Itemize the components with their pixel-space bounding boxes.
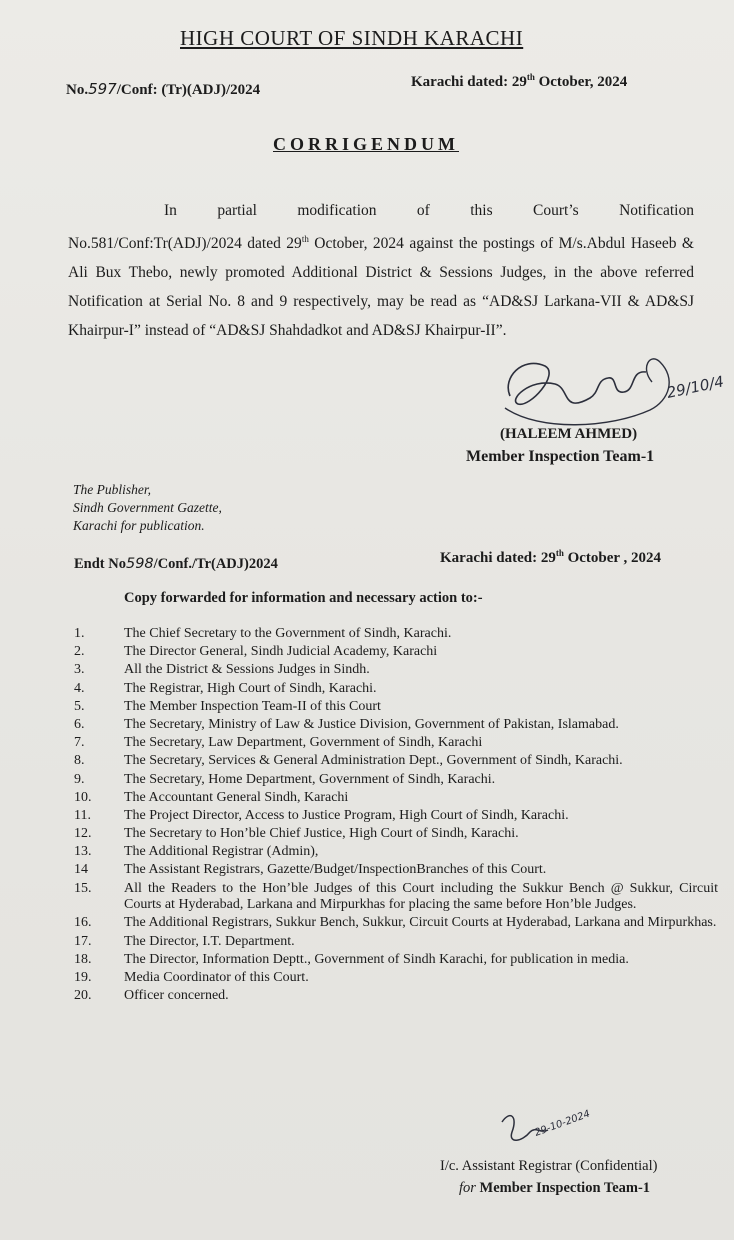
- handwritten-endorsement-number: 598: [125, 556, 154, 572]
- list-item: 14 The Assistant Registrars, Gazette/Budget/InspectionBranches of this Court.: [74, 862, 547, 878]
- svg-text:29/10/4: 29/10/4: [665, 372, 726, 402]
- assistant-registrar-for: for Member Inspection Team-1: [459, 1180, 651, 1196]
- endorsement-date: Karachi dated: 29th October , 2024: [440, 548, 662, 566]
- list-item: 5. The Member Inspection Team-II of this Court: [74, 698, 381, 714]
- recipient-list: [74, 626, 718, 1006]
- issue-date: Karachi dated: 29th October, 2024: [411, 72, 628, 90]
- signatory-name: (HALEEM AHMED): [500, 426, 638, 442]
- list-item: 1. The Chief Secretary to the Government of Sindh, Karachi.: [74, 626, 452, 641]
- corrigendum-body: In partial modification of this Court’s Notification No.581/Conf:Tr(ADJ)/2024 dated 29th October, 2024 against the postings of M/s.Abdul Haseeb & Ali Bux Thebo, newly promoted Additional District & Sessions Judges, in the above referred Notification at Serial No. 8 and 9 respectively, may be read as “AD&SJ Larkana-VII & AD&SJ Khairpur-I” instead of “AD&SJ Shahdadkot and AD&SJ Khairpur-II”.: [68, 202, 694, 340]
- handwritten-ref-number: 597: [88, 80, 117, 98]
- list-item: 11. The Project Director, Access to Justice Program, High Court of Sindh, Karachi.: [74, 807, 569, 823]
- signatory-designation: Member Inspection Team-1: [466, 448, 655, 465]
- list-item: 16. The Additional Registrars, Sukkur Bench, Sukkur, Circuit Courts at Hyderabad, Larkana and Mirpurkhas.: [74, 915, 717, 931]
- list-item: 18. The Director, Information Deptt., Government of Sindh Karachi, for publication in media.: [74, 951, 629, 967]
- initials-signature-image: [496, 1102, 606, 1152]
- signature-image: [500, 348, 730, 428]
- list-item: 15. All the Readers to the Hon’ble Judges of this Court including the Sukkur Bench @ Sukkur, Circuit Courts at Hyderabad, Larkana and Mirpurkhas for placing the same before Hon’ble Judges.: [74, 880, 718, 913]
- list-item: 3. All the District & Sessions Judges in Sindh.: [74, 662, 370, 678]
- endorsement-number: Endt No598/Conf./Tr(ADJ)2024: [74, 556, 278, 572]
- list-item: 17. The Director, I.T. Department.: [74, 933, 295, 949]
- assistant-registrar-title: I/c. Assistant Registrar (Confidential): [440, 1158, 658, 1174]
- list-item: 20. Officer concerned.: [74, 988, 229, 1004]
- list-item: 19. Media Coordinator of this Court.: [74, 969, 309, 985]
- svg-text:29-10-2024: 29-10-2024: [533, 1108, 592, 1139]
- list-item: 10. The Accountant General Sindh, Karachi: [74, 789, 349, 805]
- list-item: 8. The Secretary, Services & General Administration Dept., Government of Sindh, Karachi.: [74, 753, 623, 769]
- list-item: 9. The Secretary, Home Department, Government of Sindh, Karachi.: [74, 771, 496, 787]
- list-item: 12. The Secretary to Hon’ble Chief Justice, High Court of Sindh, Karachi.: [74, 826, 519, 842]
- list-item: 13. The Additional Registrar (Admin),: [74, 844, 319, 860]
- document-title: CORRIGENDUM: [273, 134, 459, 154]
- copy-forwarded-heading: Copy forwarded for information and necessary action to:-: [124, 590, 483, 606]
- list-item: 4. The Registrar, High Court of Sindh, Karachi.: [74, 680, 377, 696]
- list-item: 7. The Secretary, Law Department, Government of Sindh, Karachi: [74, 735, 483, 751]
- list-item: 2. The Director General, Sindh Judicial Academy, Karachi: [74, 644, 438, 660]
- list-item: 6. The Secretary, Ministry of Law & Justice Division, Government of Pakistan, Islamabad.: [74, 716, 619, 732]
- reference-number: No.597/Conf: (Tr)(ADJ)/2024: [66, 80, 261, 98]
- court-heading: HIGH COURT OF SINDH KARACHI: [180, 26, 524, 50]
- publisher-address: The Publisher, Sindh Government Gazette, Karachi for publication.: [73, 482, 222, 533]
